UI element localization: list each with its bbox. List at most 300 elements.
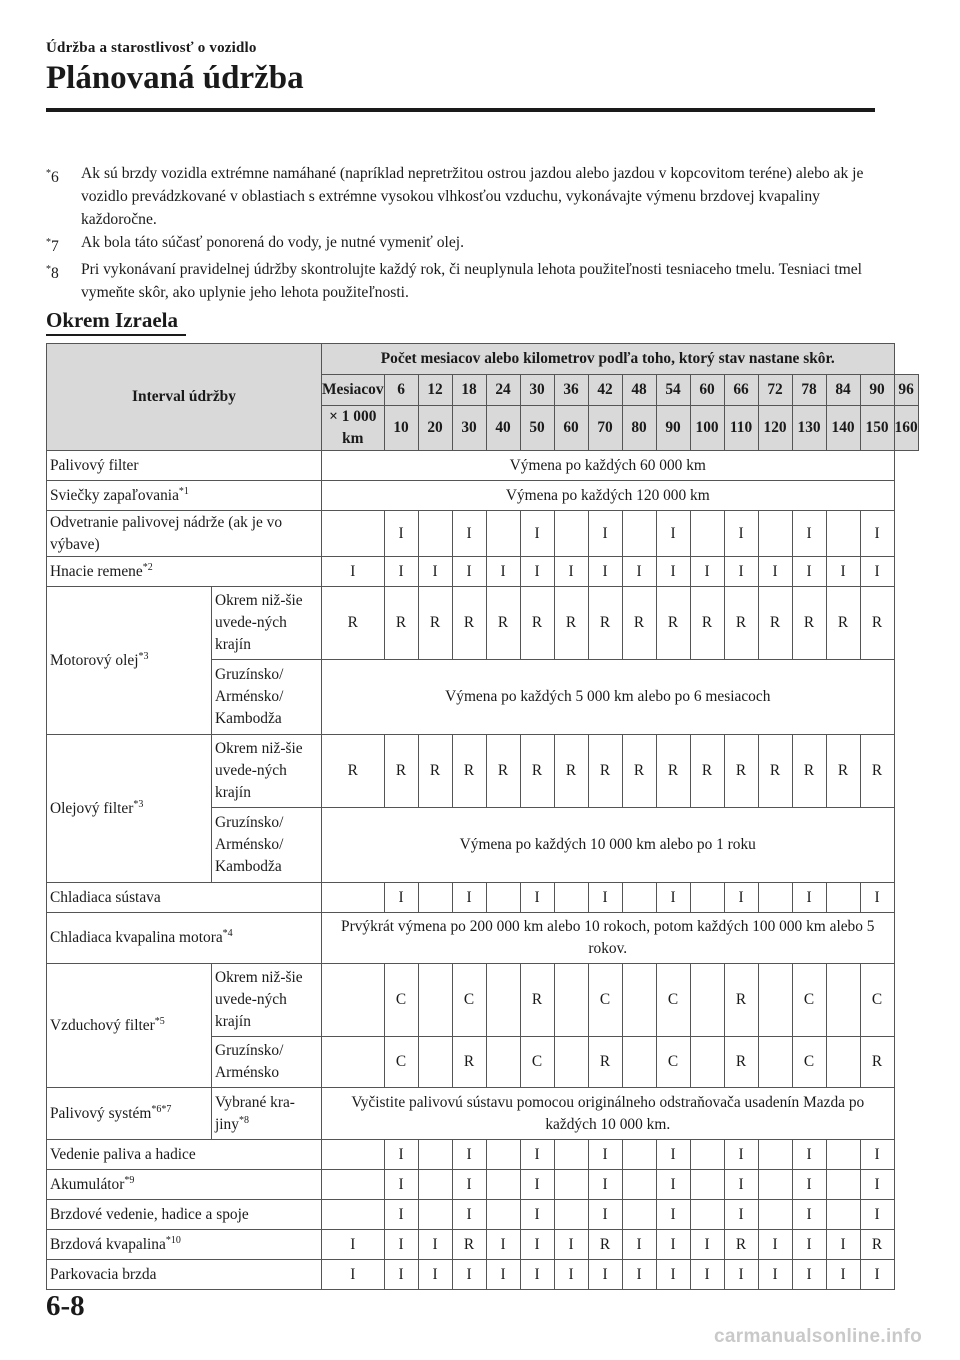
- schedule-cell: R: [860, 1037, 894, 1088]
- schedule-cell: I: [690, 557, 724, 587]
- row-label-text: Chladiaca kvapalina motora: [50, 929, 223, 946]
- schedule-cell: I: [826, 557, 860, 587]
- row-label-text: Parkovacia brzda: [50, 1265, 157, 1283]
- schedule-cell: [418, 1200, 452, 1230]
- schedule-cell: R: [758, 587, 792, 660]
- month-value: 18: [452, 375, 486, 406]
- schedule-cell: [758, 964, 792, 1037]
- footnote-ref: *2: [142, 561, 153, 573]
- schedule-cell: C: [656, 964, 690, 1037]
- schedule-cell: I: [792, 1200, 826, 1230]
- schedule-cell: C: [792, 964, 826, 1037]
- schedule-cell: I: [656, 1260, 690, 1290]
- schedule-cell: [758, 511, 792, 557]
- schedule-cell: R: [826, 735, 860, 808]
- schedule-cell: [486, 1170, 520, 1200]
- schedule-cell: I: [322, 1260, 385, 1290]
- schedule-cell: [322, 511, 385, 557]
- row-label-text: Vedenie paliva a hadice: [50, 1145, 196, 1163]
- schedule-cell: R: [384, 735, 418, 808]
- row-label: [47, 587, 212, 735]
- schedule-cell: I: [520, 1230, 554, 1260]
- schedule-cell: I: [724, 1200, 758, 1230]
- schedule-cell: I: [588, 1260, 622, 1290]
- schedule-cell: I: [724, 1140, 758, 1170]
- month-value: 84: [826, 375, 860, 406]
- sub-label: Gruzínsko/ Arménsko: [212, 1037, 322, 1088]
- month-value: 6: [384, 375, 418, 406]
- schedule-cell: [826, 1037, 860, 1088]
- schedule-cell: I: [792, 1140, 826, 1170]
- schedule-cell: [758, 1170, 792, 1200]
- schedule-cell: I: [418, 557, 452, 587]
- schedule-cell: I: [452, 557, 486, 587]
- footnote-text: Pri vykonávaní pravidelnej údržby skontrolujte každý rok, či neuplynula lehota použiteľnosti tesniaceho tmelu. Tesniaci tmel vymeňte skôr, ako uplynie jeho lehota použiteľnosti.: [81, 261, 862, 301]
- schedule-cell: [826, 964, 860, 1037]
- schedule-cell: I: [860, 1170, 894, 1200]
- schedule-cell: I: [520, 1170, 554, 1200]
- schedule-cell: [486, 1037, 520, 1088]
- month-value: 90: [860, 375, 894, 406]
- footnote-ref: *9: [124, 1174, 135, 1186]
- schedule-cell: [418, 511, 452, 557]
- row-label: [47, 1230, 322, 1260]
- km-value: 120: [758, 406, 792, 451]
- schedule-cell: R: [520, 964, 554, 1037]
- month-value: 42: [588, 375, 622, 406]
- schedule-cell: I: [588, 511, 622, 557]
- schedule-cell: [418, 1037, 452, 1088]
- schedule-cell: C: [588, 964, 622, 1037]
- row-label-text: Sviečky zapaľovania: [50, 486, 179, 504]
- schedule-cell: I: [486, 1260, 520, 1290]
- schedule-cell: [418, 1140, 452, 1170]
- schedule-cell: R: [690, 587, 724, 660]
- footnote-asterisk: *: [46, 237, 51, 248]
- schedule-cell: I: [690, 1260, 724, 1290]
- row-label-text: Chladiaca sústava: [50, 888, 161, 906]
- schedule-cell: I: [520, 511, 554, 557]
- schedule-cell: I: [690, 1230, 724, 1260]
- schedule-cell: R: [588, 1230, 622, 1260]
- km-value: 60: [554, 406, 588, 451]
- schedule-cell: R: [452, 1037, 486, 1088]
- sub-label: [212, 1088, 322, 1140]
- schedule-cell: [554, 511, 588, 557]
- schedule-cell: [758, 1200, 792, 1230]
- schedule-cell: R: [758, 735, 792, 808]
- month-value: 12: [418, 375, 452, 406]
- schedule-cell: R: [724, 964, 758, 1037]
- schedule-cell: [758, 883, 792, 913]
- row-label-text: Motorový olej: [50, 651, 139, 669]
- sub-label: Gruzínsko/ Arménsko/ Kambodža: [212, 808, 322, 883]
- schedule-cell: I: [384, 1260, 418, 1290]
- month-value: 30: [520, 375, 554, 406]
- row-label: [47, 883, 322, 913]
- table-row: [47, 511, 919, 557]
- schedule-cell: C: [452, 964, 486, 1037]
- row-label-text: Palivový filter: [50, 456, 139, 474]
- footnotes: [46, 162, 886, 304]
- row-label: [47, 964, 212, 1088]
- schedule-note: Vyčistite palivovú sústavu pomocou originálneho odstraňovača usadenín Mazda po každých 10 000 km.: [322, 1088, 895, 1140]
- schedule-cell: R: [554, 587, 588, 660]
- schedule-cell: [826, 883, 860, 913]
- schedule-cell: R: [588, 587, 622, 660]
- row-label-text: Hnacie remene: [50, 562, 143, 580]
- month-value: 48: [622, 375, 656, 406]
- schedule-cell: [486, 511, 520, 557]
- row-label: [47, 1260, 322, 1290]
- schedule-cell: I: [860, 557, 894, 587]
- schedule-cell: I: [656, 883, 690, 913]
- schedule-cell: [622, 883, 656, 913]
- schedule-cell: I: [452, 1260, 486, 1290]
- schedule-cell: I: [622, 1260, 656, 1290]
- row-label: [47, 511, 322, 557]
- schedule-cell: I: [758, 1230, 792, 1260]
- table-row: [47, 1200, 919, 1230]
- schedule-cell: I: [588, 557, 622, 587]
- schedule-cell: I: [384, 1170, 418, 1200]
- schedule-cell: [622, 1170, 656, 1200]
- schedule-cell: I: [588, 1140, 622, 1170]
- schedule-cell: [486, 1200, 520, 1230]
- schedule-cell: I: [860, 511, 894, 557]
- schedule-cell: [826, 1170, 860, 1200]
- schedule-cell: [554, 883, 588, 913]
- schedule-cell: I: [384, 557, 418, 587]
- schedule-cell: I: [418, 1260, 452, 1290]
- month-value: 54: [656, 375, 690, 406]
- km-value: 140: [826, 406, 860, 451]
- schedule-cell: I: [520, 1260, 554, 1290]
- schedule-cell: R: [418, 735, 452, 808]
- km-header: × 1 000 km: [322, 406, 385, 451]
- schedule-cell: [622, 964, 656, 1037]
- schedule-cell: R: [622, 735, 656, 808]
- footnote-ref: *4: [222, 928, 233, 939]
- schedule-cell: R: [724, 1037, 758, 1088]
- schedule-cell: C: [384, 964, 418, 1037]
- schedule-cell: I: [452, 511, 486, 557]
- schedule-cell: R: [690, 735, 724, 808]
- schedule-cell: C: [656, 1037, 690, 1088]
- sub-label: Gruzínsko/ Arménsko/ Kambodža: [212, 660, 322, 735]
- schedule-cell: I: [322, 1230, 385, 1260]
- footnote: [46, 258, 886, 304]
- schedule-cell: R: [452, 735, 486, 808]
- schedule-note: Výmena po každých 5 000 km alebo po 6 mesiacoch: [322, 660, 895, 735]
- schedule-cell: I: [452, 1140, 486, 1170]
- schedule-cell: R: [826, 587, 860, 660]
- schedule-cell: I: [792, 1260, 826, 1290]
- schedule-cell: I: [588, 1170, 622, 1200]
- schedule-cell: [690, 1037, 724, 1088]
- table-row: [47, 1260, 919, 1290]
- schedule-cell: R: [418, 587, 452, 660]
- table-row: [47, 883, 919, 913]
- schedule-cell: [690, 1140, 724, 1170]
- schedule-cell: I: [656, 1230, 690, 1260]
- schedule-cell: R: [724, 1230, 758, 1260]
- page-title: Plánovaná údržba: [46, 60, 304, 96]
- schedule-cell: I: [384, 1140, 418, 1170]
- sub-label: Okrem niž-šie uvede-ných krajín: [212, 964, 322, 1037]
- schedule-cell: [554, 1140, 588, 1170]
- row-label-text: Vybrané kra-jiny: [215, 1093, 295, 1133]
- schedule-cell: [554, 1170, 588, 1200]
- row-label-text: Brzdová kvapalina: [50, 1235, 166, 1253]
- footnote-number: 7: [51, 238, 59, 255]
- watermark: carmanualsonline.info: [714, 1326, 922, 1347]
- schedule-cell: R: [486, 587, 520, 660]
- schedule-cell: I: [860, 1140, 894, 1170]
- month-value: 66: [724, 375, 758, 406]
- row-label-text: Olejový filter: [50, 799, 134, 817]
- schedule-cell: [690, 964, 724, 1037]
- section-label: Údržba a starostlivosť o vozidlo: [46, 40, 257, 56]
- schedule-cell: R: [622, 587, 656, 660]
- schedule-cell: [622, 1037, 656, 1088]
- footnote-marker: [46, 162, 81, 231]
- schedule-cell: R: [520, 587, 554, 660]
- schedule-cell: I: [724, 557, 758, 587]
- schedule-cell: R: [860, 735, 894, 808]
- km-value: 150: [860, 406, 894, 451]
- footnote-number: 6: [51, 169, 59, 186]
- interval-description-header: Počet mesiacov alebo kilometrov podľa toho, ktorý stav nastane skôr.: [322, 344, 895, 375]
- sub-label: Okrem niž-šie uvede-ných krajín: [212, 587, 322, 660]
- schedule-cell: R: [656, 735, 690, 808]
- footnote-asterisk: *: [46, 264, 51, 275]
- schedule-cell: I: [486, 1230, 520, 1260]
- schedule-cell: [322, 1170, 385, 1200]
- schedule-cell: I: [588, 883, 622, 913]
- schedule-cell: [554, 1037, 588, 1088]
- schedule-cell: [622, 1200, 656, 1230]
- schedule-cell: [322, 964, 385, 1037]
- footnote-marker: [46, 258, 81, 304]
- schedule-cell: [486, 883, 520, 913]
- km-value: 130: [792, 406, 826, 451]
- km-value: 100: [690, 406, 724, 451]
- km-value: 80: [622, 406, 656, 451]
- month-value: 60: [690, 375, 724, 406]
- schedule-cell: [826, 511, 860, 557]
- km-value: 90: [656, 406, 690, 451]
- schedule-cell: I: [792, 1230, 826, 1260]
- schedule-cell: [322, 1140, 385, 1170]
- schedule-cell: I: [792, 883, 826, 913]
- schedule-cell: R: [452, 1230, 486, 1260]
- schedule-cell: [418, 1170, 452, 1200]
- schedule-note: Výmena po každých 120 000 km: [322, 481, 895, 511]
- schedule-cell: R: [554, 735, 588, 808]
- months-header: Mesiacov: [322, 375, 385, 406]
- schedule-cell: I: [656, 511, 690, 557]
- schedule-cell: I: [520, 883, 554, 913]
- row-label: [47, 557, 322, 587]
- schedule-cell: I: [554, 1260, 588, 1290]
- footnote-asterisk: *: [46, 168, 51, 179]
- schedule-cell: I: [384, 883, 418, 913]
- schedule-cell: [418, 883, 452, 913]
- schedule-cell: [322, 1037, 385, 1088]
- footnote-ref: *1: [178, 485, 189, 497]
- section-subheading: Okrem Izraela: [46, 308, 178, 332]
- row-label: [47, 481, 322, 511]
- schedule-cell: I: [860, 1260, 894, 1290]
- schedule-cell: I: [622, 557, 656, 587]
- schedule-cell: R: [724, 587, 758, 660]
- schedule-cell: I: [792, 511, 826, 557]
- footnote-ref: *6*7: [151, 1103, 172, 1115]
- month-value: 78: [792, 375, 826, 406]
- schedule-cell: I: [656, 1170, 690, 1200]
- row-label: [47, 913, 322, 964]
- schedule-cell: [826, 1140, 860, 1170]
- schedule-cell: R: [860, 1230, 894, 1260]
- schedule-cell: I: [384, 1230, 418, 1260]
- row-label-text: Odvetranie palivovej nádrže (ak je vo výbave): [50, 513, 283, 553]
- schedule-cell: I: [520, 1200, 554, 1230]
- schedule-cell: R: [322, 735, 385, 808]
- interval-header: Interval údržby: [47, 344, 322, 451]
- footnote-marker: [46, 231, 81, 258]
- table-row: [47, 1230, 919, 1260]
- schedule-cell: I: [758, 1260, 792, 1290]
- schedule-cell: C: [860, 964, 894, 1037]
- schedule-cell: [622, 1140, 656, 1170]
- schedule-cell: I: [322, 557, 385, 587]
- schedule-cell: I: [758, 557, 792, 587]
- schedule-cell: [826, 1200, 860, 1230]
- footnote-text: Ak sú brzdy vozidla extrémne namáhané (napríklad nepretržitou ostrou jazdou alebo jazdou v kopcovitom teréne) alebo ak je vozidlo prevádzkované v oblastiach s extrémne vysokou vlhkosťou vzduchu, vykonávajte výmenu brzdovej kvapaliny každoročne.: [81, 165, 864, 228]
- table-row: [47, 451, 919, 481]
- schedule-cell: I: [588, 1200, 622, 1230]
- schedule-note: Výmena po každých 10 000 km alebo po 1 roku: [322, 808, 895, 883]
- table-row: [47, 587, 919, 660]
- schedule-cell: I: [486, 557, 520, 587]
- sub-label: Okrem niž-šie uvede-ných krajín: [212, 735, 322, 808]
- schedule-cell: I: [724, 883, 758, 913]
- schedule-cell: I: [384, 511, 418, 557]
- schedule-cell: I: [656, 557, 690, 587]
- table-row: [47, 913, 919, 964]
- month-value: 36: [554, 375, 588, 406]
- title-divider: [46, 108, 875, 112]
- schedule-cell: I: [724, 511, 758, 557]
- schedule-cell: I: [452, 1200, 486, 1230]
- table-row: [47, 344, 919, 375]
- schedule-cell: R: [792, 735, 826, 808]
- schedule-cell: [622, 511, 656, 557]
- schedule-cell: R: [860, 587, 894, 660]
- month-value: 24: [486, 375, 520, 406]
- table-row: [47, 964, 919, 1037]
- km-value: 30: [452, 406, 486, 451]
- month-value: 72: [758, 375, 792, 406]
- schedule-cell: [486, 1140, 520, 1170]
- schedule-cell: [486, 964, 520, 1037]
- schedule-cell: [418, 964, 452, 1037]
- schedule-cell: R: [384, 587, 418, 660]
- schedule-cell: I: [554, 557, 588, 587]
- schedule-cell: I: [520, 557, 554, 587]
- schedule-cell: C: [520, 1037, 554, 1088]
- schedule-cell: I: [656, 1140, 690, 1170]
- schedule-cell: I: [792, 1170, 826, 1200]
- schedule-cell: R: [792, 587, 826, 660]
- row-label: [47, 1200, 322, 1230]
- schedule-note: Prvýkrát výmena po 200 000 km alebo 10 rokoch, potom každých 100 000 km alebo 5 rokov.: [322, 913, 895, 964]
- footnote-number: 8: [51, 265, 59, 282]
- schedule-cell: I: [826, 1260, 860, 1290]
- km-value: 50: [520, 406, 554, 451]
- schedule-cell: I: [826, 1230, 860, 1260]
- schedule-cell: I: [860, 1200, 894, 1230]
- table-row: [47, 1140, 919, 1170]
- table-row: [47, 735, 919, 808]
- schedule-cell: [322, 1200, 385, 1230]
- schedule-cell: C: [792, 1037, 826, 1088]
- km-value: 10: [384, 406, 418, 451]
- header: [46, 40, 304, 99]
- table-row: [47, 1170, 919, 1200]
- footnote: [46, 231, 886, 258]
- schedule-cell: [554, 964, 588, 1037]
- schedule-cell: I: [656, 1200, 690, 1230]
- km-value: 160: [894, 406, 918, 451]
- schedule-cell: I: [452, 883, 486, 913]
- schedule-cell: [758, 1037, 792, 1088]
- row-label: [47, 1140, 322, 1170]
- schedule-cell: I: [860, 883, 894, 913]
- row-label-text: Akumulátor: [50, 1175, 125, 1193]
- schedule-cell: R: [724, 735, 758, 808]
- row-label-text: Palivový systém: [50, 1104, 152, 1122]
- footnote-ref: *5: [154, 1015, 165, 1027]
- table-row: [47, 557, 919, 587]
- schedule-cell: [690, 1170, 724, 1200]
- footnote-ref: *10: [165, 1234, 181, 1246]
- page-number: 6-8: [46, 1290, 85, 1322]
- km-value: 70: [588, 406, 622, 451]
- schedule-cell: [690, 883, 724, 913]
- schedule-cell: I: [792, 557, 826, 587]
- maintenance-schedule-table: [46, 343, 919, 1290]
- row-label: [47, 1088, 212, 1140]
- subheading-underline: [46, 334, 186, 336]
- schedule-cell: I: [452, 1170, 486, 1200]
- schedule-cell: I: [520, 1140, 554, 1170]
- schedule-cell: [758, 1140, 792, 1170]
- schedule-cell: R: [452, 587, 486, 660]
- schedule-cell: R: [322, 587, 385, 660]
- schedule-cell: I: [418, 1230, 452, 1260]
- row-label-text: Vzduchový filter: [50, 1016, 155, 1034]
- row-label: [47, 451, 322, 481]
- schedule-cell: C: [384, 1037, 418, 1088]
- month-value: 96: [894, 375, 918, 406]
- table-row: [47, 1088, 919, 1140]
- schedule-cell: [690, 511, 724, 557]
- schedule-cell: R: [520, 735, 554, 808]
- footnote: [46, 162, 886, 231]
- schedule-cell: I: [554, 1230, 588, 1260]
